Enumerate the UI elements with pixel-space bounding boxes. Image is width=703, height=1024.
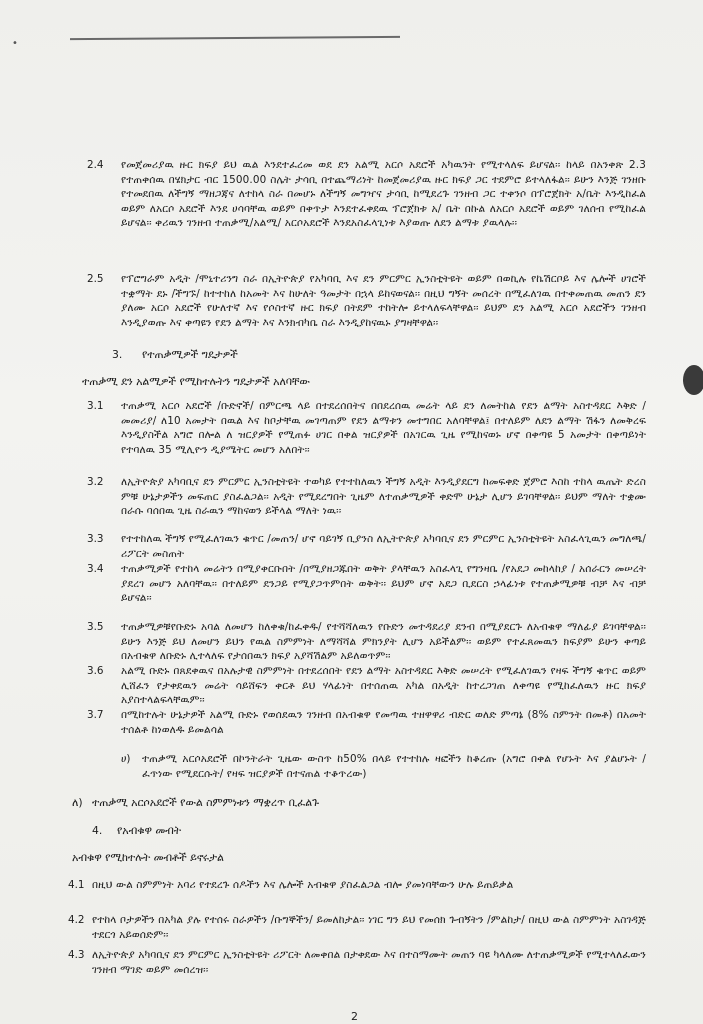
section-4-3-text: ለኢትዮጵያ አካባቢና ደን ምርምር ኢንስቲትዩት ሪፖርት ለመቀበል በታቀደው እና በተስማሙት መጠን ባዩ ካላለሙ ለተጠቃሚዎች የሚተላለፈውን ገንዘብ ማገድ ወይም መሰረዝ፡፡ [92, 949, 646, 976]
section-number: 2.5 [87, 273, 104, 285]
section-3-6-text: አልሚ ቡድኑ በጸደቀዉና በአሉታዊ ስምምነት በተደረሰበት የደን ልማት አስተዳደር እቅድ መሠረት የሚፈለገዉን የዛፍ ችግኝ ቁጥር ወይም ሊሸፈን የታቀደዉን መሬት ሳይሸፍን ቀርቶ ይህ ሃላፊነት በተሰጠዉ አካል በአዲት ከተረጋገጠ ለቀጣዩ የሚከፈለዉን ዙር ክፍያ አያስተላልፍላቸዉም፡፡ [121, 665, 646, 707]
section-3-intro: ተጠቃሚ ደን አልሚዎች የሚከተሉትን ግዴታዎች አለባቸው [82, 375, 310, 388]
section-4-intro: አብቁዋ የሚከተሉት መብቶች ይኖሩታል [72, 851, 224, 864]
section-3-1-text: ተጠቃሚ አርሶ አደሮች /ቡድኖች/ በምርጫ ላይ በተደረሰበትና በበደረሰዉ መሬት ላይ ደን ለመትከል የደን ልማት አስተዳደር እቅድ /መመሪያ/ ለ10 አመታት በዉል እና ከቦታቸዉ መገጣጠም የደን ልማቱን መተግበር አለባቸዋል፤ በተለይም ለደን ልማት ሽፋን ለመቅረፍ እንዲያስችል አግሮ በሎል ለ ዝርያዎች የሚጠፉ ሀገር በቀል ዝርያዎች በአገርዉ ጊዜ የሚከናወኑ ሆኖ በቀጣዩ 5 አመታት በቀጣይነት የተባለዉ 35 ሚሊዮን ዲያሜትር መሆን አለበት፡፡ [121, 400, 646, 456]
section-number: 3.6 [87, 665, 104, 677]
section-number: 3.3 [87, 533, 104, 545]
section-number: 4.3 [68, 949, 85, 961]
section-3-7-a-text: ተጠቃሚ አርሶአደሮች በኮንትራት ጊዜው ውስጥ ከ50% በላይ የተተከሉ ዛፎችን ከቆረጡ (አግሮ በቀል የሆኑት እና ያልሆኑት /ፈጥነው የሚደርሱት/ የዛፍ ዝርያዎች በተናጠል ተቆጥረው) [142, 753, 646, 780]
top-rule [70, 36, 400, 40]
section-number: 3.4 [87, 563, 104, 575]
section-3-3-text: የተተከለዉ ችግኝ የሚፈለገዉን ቁጥር /መጠን/ ሆኖ ባይገኝ ቢያንስ ለኢትዮጵያ አካባቢና ደን ምርምር ኢንስቲትዩት አስፈላጊዉን መግለጫ/ሪፖርት መስጠት [121, 533, 646, 560]
page-number: 2 [351, 1010, 358, 1023]
margin-mark: • [12, 38, 18, 49]
section-3-5-text: ተጠቃሚዎቹየቡድኑ አባል ለመሆን ከለቀቁ/ከፈቀዱ/ የተሻሻለዉን የቡድን መተዳደሪያ ደንብ በሚያደርጉ ለአብቁዋ ማለፊያ ይገባቸዋል፡፡ ይሁን እንጅ ይህ ለመሆን ይህን የዉል ስምምነት ለማሻሻል ምክንያት ሊሆን አይችልም፡፡ ወይም የተፈጸመዉን ክፍያም ይሁን ቀጣይ በአብቁዋ ለቡድኑ ሊተላለፍ የታሰበዉን ክፍያ አያሻሽልም አይለወጥም፡፡ [121, 621, 646, 663]
section-4-1-text: በዚህ ውል ስምምነት አባሪ የተደረጉ ሰዶችን እና ሌሎች አብቁዋ ያስፈልጋል ብሎ ያመነባቸውን ሁሉ ይጠይቃል [92, 879, 514, 891]
section-number: 3. [112, 348, 123, 361]
section-number: 4. [92, 824, 103, 837]
section-number: 3.2 [87, 476, 104, 488]
section-3-7-text: በሚከተሉት ሁኔታዎች አልሚ ቡድኑ የወሰደዉን ገንዘብ በአብቁዋ የመጣዉ ተዘዋዋሪ ብድር ወለድ ምጣኔ (8% ስምንት በመቶ) በአመት ተሰልቶ ከነወለዱ ይመልሳል [121, 709, 646, 736]
punch-hole [683, 365, 703, 395]
section-3-4-text: ተጠቃሚዎች የተከላ መሬትን በሚያቀርቡበት /በሚያዘጋጁበት ወቅት ያላቸዉን አስፈላጊ የግንዛቤ /የአደጋ መከላከያ / አሰራርን መሠረት ያደረገ መሆን አለባቸዉ፡፡ በተለይም ደንጋይ የሚያጋጥምበት ወቅት፡፡ ይህም ሆኖ አደጋ ቢደርስ ኃላፊነቱ የተጠቃሚዎቹ ብቻ እና ብቻ ይሆናል፡፡ [121, 563, 646, 605]
section-number: 3.1 [87, 400, 104, 412]
section-3-title: የተጠቃሚዎች ግዴታዎች [142, 348, 238, 361]
section-4-2-text: የተከላ ቦታዎችን በአካል ያሉ የተሰሩ ስራዎችን /ቡግኞችን/ ይመለከታል፡፡ ነገር ግን ይህ የመሰክ ጉብኝትን /ምልከታ/ በዚህ ውል ስምምነት አስገዳጅ ተደርጎ አይወሰድም፡፡ [92, 914, 646, 941]
item-label: ለ) [72, 796, 83, 809]
section-number: 3.7 [87, 709, 104, 721]
section-2-4-text: የመጀመሪያዉ ዙር ክፍያ ይህ ዉል እንደተፈረመ ወደ ደን አልሚ አርሶ አደሮች አካዉንት የሚተላለፍ ይሆናል፡፡ ከላይ በአንቀጽ 2.3 የተጠቀሰዉ በሄክታር ብር 1500.00 ስሌት ታሳቢ በተጨማሪነት ከመጀመሪያዉ ዙር ክፍያ ጋር ተደምሮ ይተላለፋል፡፡ ይሁን እንጅ ገንዘቡ የተመደበዉ ለችግኝ ማዘጋጃና ለተከላ ስራ በመሆኑ ለችግኝ መግዣና ታሳቢ ከሚደረጉ ገንዘብ ጋር ተቀንሶ በፕሮጀክት አ/ቤት እንዲከፈል ወይም ለአርሶ አደሮች እንደ ሀሳባቸዉ ወይም በቀጥታ እንደተፈቀደዉ ፕሮጀክቱ አ/ ቤት በኩል ለአርሶ አደሮች ወይም ገለሰብ የሚከፈል ይሆናል፡፡ ቀሪዉን ገንዘብ ተጠቃሚ/አልሚ/ አርሶአደሮች እንደአስፈላጊነቱ እያወጡ ለደን ልማቱ ያዉላሉ፡፡ [121, 159, 646, 230]
section-4-title: የአብቁዋ መብት [117, 824, 181, 837]
section-3-2-text: ለኢትዮጵያ አካባቢና ደን ምርምር ኢንስቲትዩት ተወካይ የተተከለዉን ችግኝ አዲት እንዲያደርግ ከመፍቀድ ጀምሮ እስከ ተከላ ዉጤት ድረስ ምቹ ሁኔታዎችን መፍጠር ያስፈልጋል፡፡ አዲት የሚደረግበት ጊዜም ለተጠቃሚዎች ቀድሞ ሁኔታ ሊሆን ይገባቸዋል፡፡ ይህም ማለት ተቋሙ በራሱ ባሰበዉ ጊዜ ስራዉን ማከናወን ይችላል ማለት ነዉ፡፡ [121, 476, 646, 518]
section-number: 3.5 [87, 621, 104, 633]
section-number: 2.4 [87, 159, 104, 171]
section-number: 4.1 [68, 879, 85, 891]
section-3-b-text: ተጠቃሚ አርሶአደሮች የውል ስምምነቱን ማቋረጥ ቢፈልጉ [92, 796, 319, 809]
section-number: 4.2 [68, 914, 85, 926]
section-2-5-text: የፕሮግራም አዲት /ሞኒተሪንግ ስራ በኢትዮጵያ የአካባቢ እና ደን ምርምር ኢንስቲትዩት ወይም በወኪሉ የኬሽርቦይ እና ሌሎች ሀገሮች ተቋማት ደኑ /ችግኙ/ ከተተከለ ከአመት እና ከሁለት ዓመታት በኋላ ይከናወናል፡፡ በዚህ ግኝት መሰረት በሚፈለገዉ በተቀመጠዉ መጠን ደን ያለሙ አርሶ አደሮች የሁለተኛ እና የሶስተኛ ዙር ክፍያ በትደም ተከትሎ ይተላለፍላቸዋል፡፡ ይህም ደን አልሚ አርሶ አደሮችን ገንዘብ እንዲያወጡ እና ቀጣዩን የደን ልማት እና እንክብካቤ ስራ እንዲያከናዉኑ ያግዛቸዋል፡፡ [121, 273, 646, 329]
item-label: ሀ) [121, 753, 131, 765]
